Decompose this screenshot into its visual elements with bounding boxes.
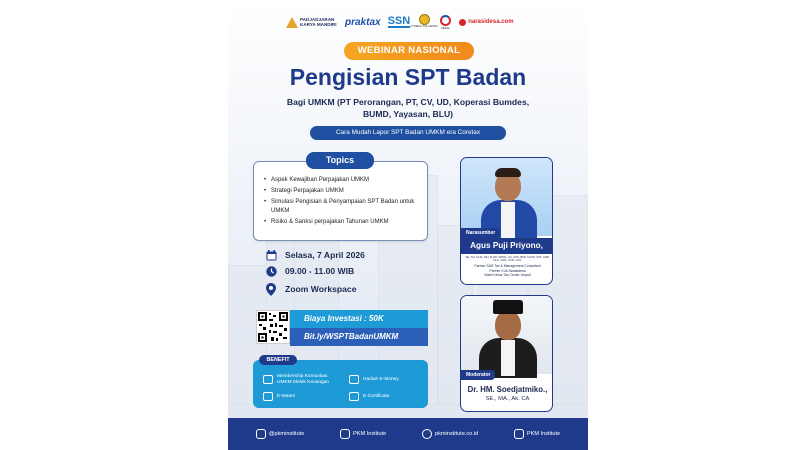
ssn-logo: SSN [387, 15, 411, 27]
benefit-ematerial: E-Materi [263, 392, 335, 401]
narasidesa-logo: narasidesa.com [459, 19, 513, 26]
topics-box [253, 161, 428, 241]
list-item: • Strategi Perpajakan UMKM [264, 187, 419, 196]
moderator-role: Moderator [461, 370, 495, 380]
webinar-label: WEBINAR NASIONAL [344, 42, 474, 60]
topics-label: Topics [306, 152, 374, 169]
gift-icon [349, 375, 359, 384]
abdsi-logo: ABDSI [438, 15, 452, 30]
speaker-credentials: SE, SH, M.Ak, MH, M.HP, CPMA, CA, CPA, BKP, CACP, CPT, ADR, CLA, CMC, CFR, CCC [465, 255, 550, 263]
webinar-poster [228, 0, 588, 450]
registration-link[interactable]: Bit.ly/WSPTBadanUMKM [290, 328, 428, 346]
speaker-photo [461, 158, 552, 236]
globe-icon [422, 429, 432, 439]
instagram-link[interactable]: @pkminstitute [256, 429, 305, 439]
event-place: Zoom Workspace [265, 283, 356, 295]
linkedin-icon [514, 429, 524, 439]
website-link[interactable]: pkminstitute.co.id [422, 429, 478, 439]
pkm-logo: PADJADJARAN KARYA MANDIRI [286, 17, 338, 28]
moderator-photo [461, 296, 552, 374]
benefit-label: BENEFIT [259, 355, 297, 365]
topics-list [264, 176, 419, 227]
list-item: • Simulasi Pengisian & Penyampaian SPT Badan untuk UMKM [264, 198, 419, 216]
youtube-icon [340, 429, 350, 439]
youtube-link[interactable]: PKM Institute [340, 429, 386, 439]
linkedin-link[interactable]: PKM Institute [514, 429, 560, 439]
location-pin-icon [265, 283, 277, 295]
seal-logo: SYNERGI SOLUSINDO [417, 14, 431, 30]
calendar-icon [265, 249, 277, 261]
speaker-card [460, 157, 553, 285]
social-footer [228, 418, 588, 450]
benefit-box [253, 360, 428, 408]
qr-code[interactable] [256, 310, 290, 344]
speaker-role: Narasumber [461, 228, 500, 238]
event-time: 09.00 - 11.00 WIB [265, 265, 354, 277]
tagline: Cara Mudah Lapor SPT Badan UMKM era Coretax [310, 126, 506, 140]
moderator-card [460, 295, 553, 412]
benefit-membership: Membership Komunitas UMKM Melek Keuangan [263, 374, 335, 385]
moderator-credentials: SE., MA., Ak. CA [485, 396, 530, 402]
list-item: • Aspek Kewajiban Perpajakan UMKM [264, 176, 419, 185]
clock-icon [265, 265, 277, 277]
praktax-logo: praktax [345, 16, 381, 28]
community-icon [263, 375, 273, 384]
certificate-icon [349, 392, 359, 401]
investment-fee: Biaya Investasi : 50K [290, 310, 428, 328]
speaker-name: Agus Puji Priyono, [461, 238, 552, 254]
moderator-name: Dr. HM. Soedjatmiko., [467, 385, 548, 394]
event-date: Selasa, 7 April 2026 [265, 249, 365, 261]
partner-logos [286, 10, 514, 34]
benefit-emoney: Hadiah E-Money [349, 375, 424, 384]
benefit-certificate: E-Certificate [349, 392, 424, 401]
subtitle: Bagi UMKM (PT Perorangan, PT, CV, UD, Koperasi Bumdes, BUMD, Yayasan, BLU) [286, 97, 530, 119]
page-title: Pengisian SPT Badan [289, 64, 527, 90]
list-item: • Risiko & Sanksi perpajakan Tahunan UMKM [264, 218, 419, 227]
instagram-icon [256, 429, 266, 439]
book-icon [263, 392, 273, 401]
speaker-description: Partner SAR Tax & Management Consultant Partner KJA Narasidesa Wakil Ketua Tax Center Unpad [474, 264, 541, 278]
